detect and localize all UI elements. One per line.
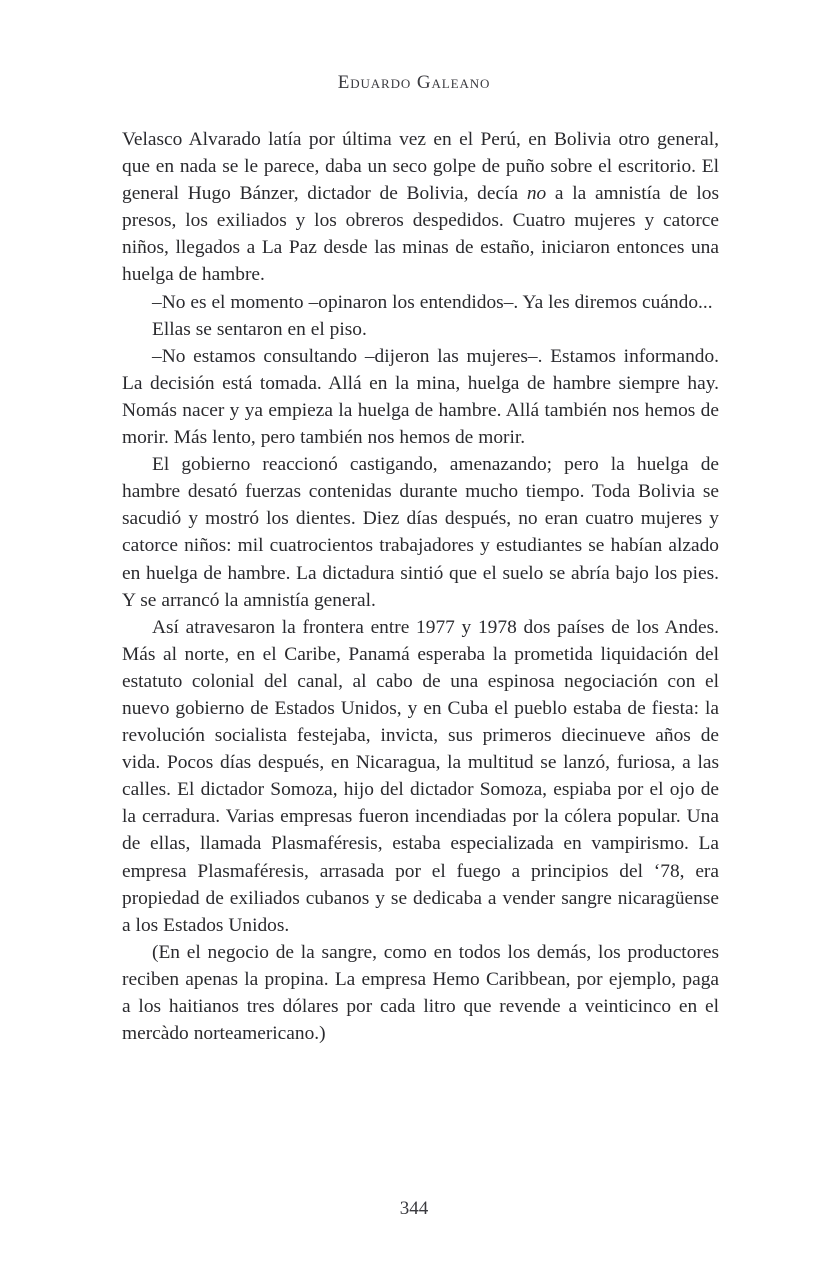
paragraph-1-italic-word: no — [526, 183, 547, 205]
page-number: 344 — [399, 1198, 429, 1219]
paragraph-2: –No es el momento –opinaron los entendidos–. Ya les diremos cuándo... — [152, 291, 713, 313]
paragraph-4: –No estamos consultando –dijeron las mujeres–. Estamos informando. La decisión está tomada. Allá en la mina, huelga de hambre siempre hay. Nomás nacer y ya empieza la huelga de hambre. Allá también nos hemos de morir. Más lento, pero también nos hemos de morir. — [122, 345, 719, 449]
paragraph-1-text-before-italic: Velasco Alvarado latía por última vez en el Perú, en Bolivia otro general, que en nada se le parece, daba un seco golpe de puño sobre el escritorio. El general Hugo Bánzer, dictador de Bolivia, decía — [122, 129, 719, 205]
paragraph-5: El gobierno reaccionó castigando, amenazando; pero la huelga de hambre desató fuerzas contenidas durante mucho tiempo. Toda Bolivia se sacudió y mostró los dientes. Diez días después, no eran cuatro mujeres y catorce niños: mil cuatrocientos trabajadores y estudiantes se habían alzado en huelga de hambre. La dictadura sintió que el suelo se abría bajo los pies. Y se arrancó la amnistía general. — [122, 454, 719, 611]
running-head: Eduardo Galeano — [337, 72, 491, 93]
paragraph-7: (En el negocio de la sangre, como en todos los demás, los productores reciben apenas la propina. La empresa Hemo Caribbean, por ejemplo, paga a los haitianos tres dólares por cada litro que revende a veinticinco en el mercàdo norteamericano.) — [122, 941, 719, 1045]
body-text-block — [122, 126, 719, 1047]
paragraph-1-text-after-italic: a la amnistía de los presos, los exiliados y los obreros despedidos. Cuatro mujeres y catorce niños, llegados a La Paz desde las minas de estaño, iniciaron entonces una huelga de hambre. — [122, 183, 720, 286]
paragraph-1 — [122, 126, 719, 289]
paragraph-3: Ellas se sentaron en el piso. — [152, 318, 367, 340]
paragraph-6: Así atravesaron la frontera entre 1977 y 1978 dos países de los Andes. Más al norte, en el Caribe, Panamá esperaba la prometida liquidación del estatuto colonial del canal, al cabo de una espinosa negociación con el nuevo gobierno de Estados Unidos, y en Cuba el pueblo estaba de fiesta: la revolución socialista festejaba, invicta, sus primeros diecinueve años de vida. Pocos días después, en Nicaragua, la multitud se lanzó, furiosa, a las calles. El dictador Somoza, hijo del dictador Somoza, espiaba por el ojo de la cerradura. Varias empresas fueron incendiadas por la cólera popular. Una de ellas, llamada Plasmaféresis, estaba especializada en vampirismo. La empresa Plasmaféresis, arrasada por el fuego a principios del ʻ78, era propiedad de exiliados cubanos y se dedicaba a vender sangre nicaragüense a los Estados Unidos. — [122, 616, 719, 936]
